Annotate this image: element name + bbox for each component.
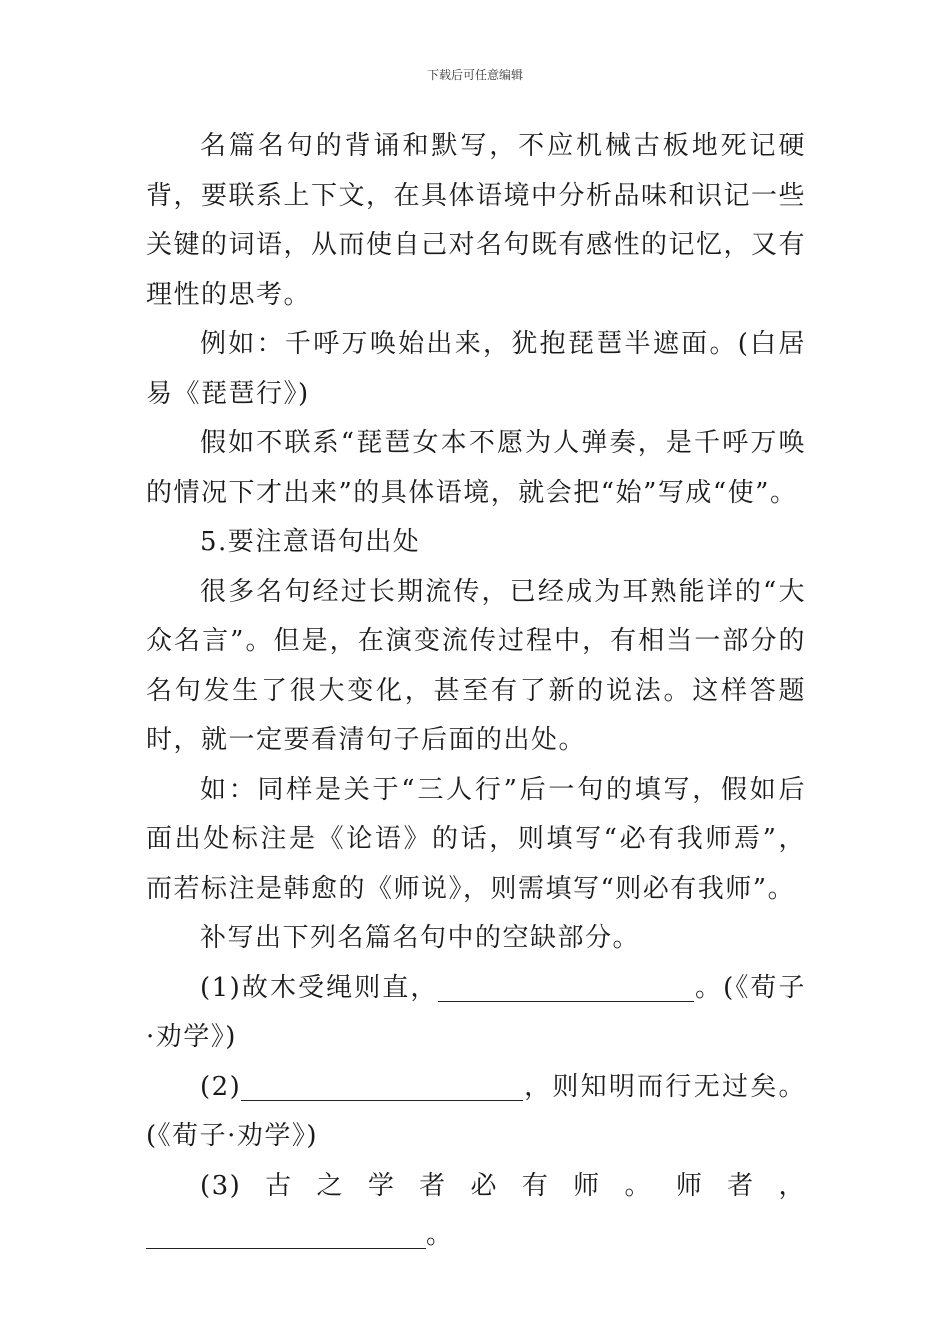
exercise-3-blank[interactable] <box>146 1218 426 1249</box>
exercise-item-2 <box>146 1063 806 1162</box>
paragraph-memorization-advice: 名篇名句的背诵和默写，不应机械古板地死记硬背，要联系上下文，在具体语境中分析品味和识记一些关键的词语，从而使自己对名句既有感性的记忆，又有理性的思考。 <box>146 131 807 310</box>
section-heading-source: 5.要注意语句出处 <box>200 527 421 557</box>
exercise-3-end: 。 <box>426 1220 454 1250</box>
exercise-instruction: 补写出下列名篇名句中的空缺部分。 <box>200 923 641 953</box>
exercise-2-source: ，则知明而行无过矣。(《荀子·劝学》) <box>146 1071 806 1151</box>
exercise-item-1 <box>146 964 806 1063</box>
exercise-2-blank[interactable] <box>241 1070 523 1101</box>
exercise-1-source: 。(《荀子·劝学》) <box>146 972 806 1052</box>
document-body <box>146 122 806 1261</box>
exercise-1-blank[interactable] <box>438 971 694 1002</box>
paragraph-source-example: 如：同样是关于“三人行”后一句的填写，假如后面出处标注是《论语》的话，则填写“必有我师焉”，而若标注是韩愈的《师说》，则需填写“则必有我师”。 <box>146 774 806 904</box>
paragraph-example: 例如：千呼万唤始出来，犹抱琵琶半遮面。(白居易《琵琶行》) <box>146 329 806 409</box>
paragraph-example-explanation: 假如不联系“琵琶女本不愿为人弹奏，是千呼万唤的情况下才出来”的具体语境，就会把“始”写成“使”。 <box>146 428 806 508</box>
page-header: 下载后可任意编辑 <box>426 68 523 82</box>
exercise-3-prompt: (3)古之学者必有师。师者， <box>200 1170 806 1201</box>
exercise-2-prompt: (2) <box>200 1071 242 1102</box>
exercise-1-prompt: (1)故木受绳则直， <box>200 972 439 1003</box>
exercise-item-3 <box>146 1162 806 1261</box>
paragraph-source-advice: 很多名句经过长期流传，已经成为耳熟能详的“大众名言”。但是，在演变流传过程中，有相当一部分的名句发生了很大变化，甚至有了新的说法。这样答题时，就一定要看清句子后面的出处。 <box>146 576 806 755</box>
